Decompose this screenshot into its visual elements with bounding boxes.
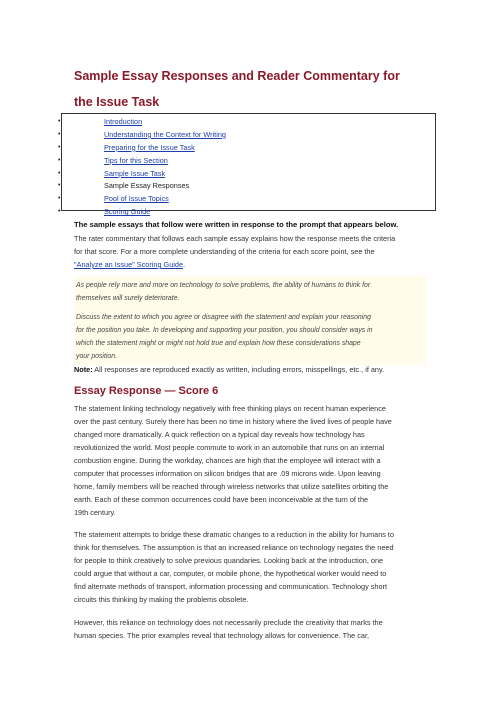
toc-item-pool[interactable]: [58, 193, 434, 206]
title-line-1: Sample Essay Responses and Reader Commentary for: [74, 69, 400, 83]
bullet-icon: •: [58, 130, 61, 138]
toc-item-scoring[interactable]: [58, 206, 434, 219]
prompt-line: As people rely more and more on technology to solve problems, the ability of humans to think for: [76, 282, 371, 289]
intro-line: The rater commentary that follows each sample essay explains how the response meets the criteria: [74, 234, 396, 243]
essay-line: circuits this thinking by making the problems obsolete.: [74, 595, 249, 604]
essay-line: computer that processes information on silicon bridges that are .09 microns wide. Upon leaving: [74, 469, 381, 478]
essay-line: human species. The prior examples reveal that technology allows for convenience. The car,: [74, 631, 370, 640]
essay-line: think for themselves. The assumption is that an increased reliance on technology negates the need: [74, 543, 394, 552]
section-heading: Essay Response — Score 6: [74, 385, 219, 397]
essay-line: The statement linking technology negatively with free thinking plays on recent human experience: [74, 404, 386, 413]
scoring-guide-link[interactable]: "Analyze an Issue" Scoring Guide: [74, 260, 184, 269]
page-title: [74, 63, 434, 115]
intro-line: for that score. For a more complete understanding of the criteria for each score point, see the: [74, 247, 375, 256]
instruction-line: which the statement might or might not hold true and explain how these considerations shape: [76, 340, 361, 347]
table-of-contents: [58, 116, 434, 219]
bullet-icon: •: [58, 195, 61, 203]
essay-line: earth. Each of these common occurrences could have been inconceivable at the turn of the: [74, 495, 369, 504]
prompt-box: [74, 276, 426, 365]
bullet-icon: •: [58, 143, 61, 151]
essay-line: home, family members will be reached through wireless networks that utilize satellites orbiting the: [74, 482, 389, 491]
essay-paragraph-2: [74, 528, 426, 606]
toc-link[interactable]: Sample Issue Task: [104, 168, 166, 178]
note-label: Note:: [74, 365, 93, 374]
toc-item-sample-task[interactable]: [58, 168, 434, 181]
toc-item-context[interactable]: [58, 129, 434, 142]
essay-line: The statement attempts to bridge these dramatic changes to a reduction in the ability for humans to: [74, 530, 395, 539]
note-text: All responses are reproduced exactly as written, including errors, misspellings, etc., if any.: [92, 365, 385, 374]
bullet-icon: •: [58, 208, 61, 216]
toc-item-preparing[interactable]: [58, 142, 434, 155]
toc-link[interactable]: Scoring Guide: [104, 207, 151, 217]
intro-bold-text: The sample essays that follow were written in response to the prompt that appears below.: [74, 220, 399, 229]
essay-line: combustion engine. During the workday, chances are high that the employee will interact with a: [74, 456, 381, 465]
toc-item-tips[interactable]: [58, 155, 434, 168]
essay-line: could argue that without a car, computer, or mobile phone, the hypothetical worker would need to: [74, 569, 387, 578]
essay-line: for people to think creatively to solve previous quandaries. Looking back at the introduction, one: [74, 556, 384, 565]
essay-line: find alternate methods of transport, information processing and communication. Technology short: [74, 582, 387, 591]
essay-line: changed more dramatically. A quick reflection on a typical day reveals how technology has: [74, 430, 365, 439]
toc-link[interactable]: Pool of Issue Topics: [104, 194, 169, 204]
essay-line: However, this reliance on technology does not necessarily preclude the creativity that marks the: [74, 618, 383, 627]
essay-line: 19th century.: [74, 508, 116, 517]
essay-line: revolutionized the world. Most people commute to work in an automobile that runs on an internal: [74, 443, 385, 452]
bullet-icon: •: [58, 182, 61, 190]
bullet-icon: •: [58, 169, 61, 177]
toc-link[interactable]: Introduction: [104, 117, 143, 126]
essay-paragraph-3: [74, 616, 426, 642]
title-line-2: the Issue Task: [74, 95, 160, 109]
toc-link[interactable]: Tips for this Section: [104, 155, 168, 165]
toc-current-label: Sample Essay Responses: [104, 181, 190, 191]
toc-item-introduction[interactable]: [58, 116, 434, 129]
toc-link[interactable]: Preparing for the Issue Task: [104, 142, 195, 152]
intro-end: .: [183, 260, 186, 269]
intro-paragraph: [74, 232, 426, 271]
essay-line: over the past century. Surely there has been no time in history where the lived lives of people have: [74, 417, 392, 426]
toc-link[interactable]: Understanding the Context for Writing: [104, 129, 226, 139]
essay-paragraph-1: [74, 402, 426, 519]
bullet-icon: •: [58, 156, 61, 164]
instruction-line: Discuss the extent to which you agree or disagree with the statement and explain your reasoning: [76, 314, 371, 321]
note: [74, 364, 434, 376]
bullet-icon: •: [58, 118, 61, 125]
instruction-line: your position.: [76, 353, 117, 360]
instruction-line: for the position you take. In developing and supporting your position, you should consider ways in: [76, 327, 373, 334]
toc-item-sample-responses: [58, 180, 434, 193]
prompt-line: themselves will surely deteriorate.: [76, 295, 180, 302]
